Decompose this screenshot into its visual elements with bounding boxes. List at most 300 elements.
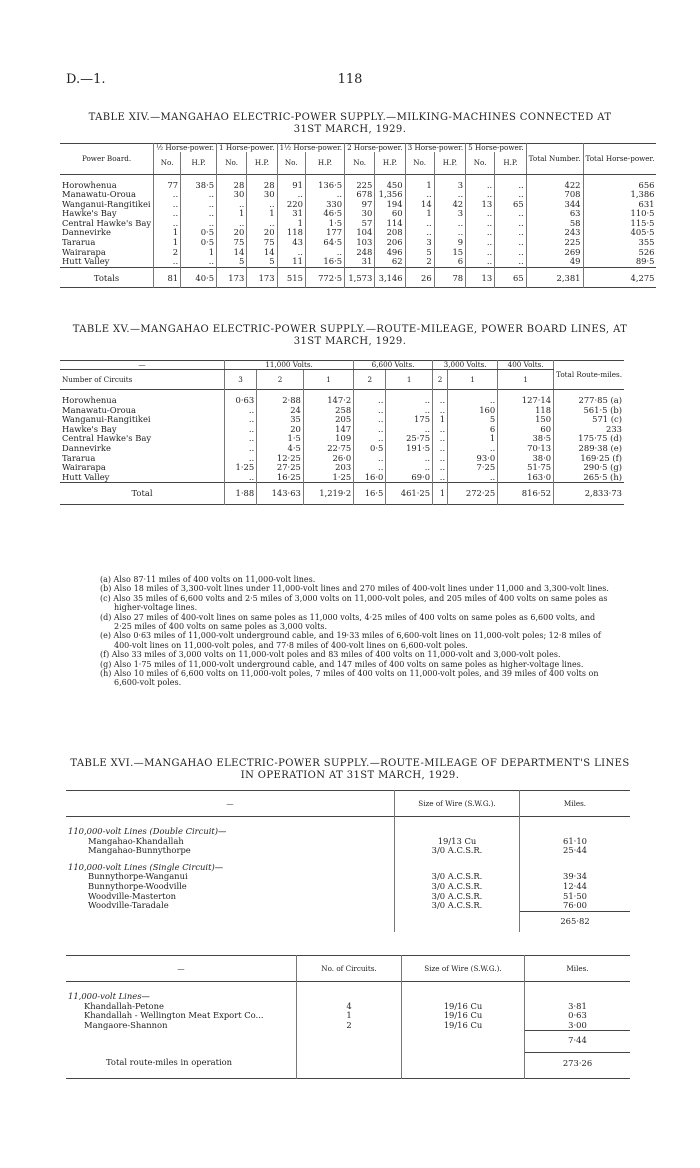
t16-line-name: Bunnythorpe-Woodville bbox=[88, 880, 187, 891]
t14-row bbox=[60, 174, 656, 190]
t15-group-1: 6,600 Volts. bbox=[354, 361, 433, 370]
t14-cell: 1 bbox=[277, 219, 305, 229]
t16-line-row bbox=[66, 901, 630, 911]
t14-sub-hp: H.P. bbox=[181, 152, 217, 174]
t16-blank bbox=[395, 911, 520, 932]
t14-total-cell: 78 bbox=[434, 267, 465, 288]
t14-cell: 496 bbox=[375, 248, 405, 258]
t16-circuits: 1 bbox=[297, 1011, 402, 1021]
t14-row bbox=[60, 200, 656, 210]
t14-sub-no: No. bbox=[405, 152, 434, 174]
t16-col-circuits: No. of Circuits. bbox=[297, 956, 402, 982]
t14-board-name: Manawatu-Oroua bbox=[62, 189, 137, 200]
t15-cell: 20 bbox=[257, 425, 304, 435]
t15-cell: .. bbox=[386, 463, 433, 473]
t14-total-cell: 173 bbox=[247, 267, 277, 288]
t16-line-row bbox=[66, 1021, 630, 1031]
t15-cell: 93·0 bbox=[448, 454, 498, 464]
t15-cell: 175 bbox=[386, 415, 433, 425]
t16-wire-size: 19/16 Cu bbox=[402, 1011, 525, 1021]
t14-group-1: 1 Horse-power. bbox=[217, 144, 278, 153]
t14-board-name: Wairarapa bbox=[62, 246, 106, 257]
t14-cell: 14 bbox=[247, 248, 277, 258]
t14-col-power-board: Power Board. bbox=[60, 144, 154, 175]
t15-cell: 35 bbox=[257, 415, 304, 425]
t14-cell: .. bbox=[466, 219, 495, 229]
t14-group-0: ½ Horse-power. bbox=[154, 144, 217, 153]
t14-cell: 42 bbox=[434, 200, 465, 210]
t14-cell: 526 bbox=[583, 248, 656, 258]
t14-sub-no: No. bbox=[154, 152, 181, 174]
t16-blank bbox=[297, 982, 402, 1002]
t15-board-name: Central Hawke's Bay bbox=[62, 433, 152, 444]
t15-cell: .. bbox=[225, 444, 257, 454]
t15-cell: 5 bbox=[448, 415, 498, 425]
t14-cell: 58 bbox=[526, 219, 583, 229]
t15-cell: 160 bbox=[448, 406, 498, 416]
t15-cell: 265·5 (h) bbox=[554, 473, 624, 483]
t14-cell: 97 bbox=[345, 200, 375, 210]
t16-section-title: 110,000-volt Lines (Single Circuit)— bbox=[68, 861, 224, 872]
t15-cell: 25·75 bbox=[386, 434, 433, 444]
t14-cell: .. bbox=[466, 209, 495, 219]
t14-cell: 1 bbox=[181, 248, 217, 258]
t16-wire-size: 3/0 A.C.S.R. bbox=[395, 882, 520, 892]
t15-cell: 289·38 (e) bbox=[554, 444, 624, 454]
t14-cell: 28 bbox=[217, 174, 247, 190]
t15-cell: 0·63 bbox=[225, 390, 257, 406]
t14-cell: .. bbox=[181, 257, 217, 267]
t16-miles: 12·44 bbox=[520, 882, 631, 892]
t14-cell: .. bbox=[154, 200, 181, 210]
t16-miles: 0·63 bbox=[525, 1011, 631, 1021]
t16-line-name: Khandallah-Petone bbox=[84, 1000, 164, 1011]
t15-cell: .. bbox=[225, 425, 257, 435]
t16-wire-size: 19/16 Cu bbox=[402, 1021, 525, 1031]
t15-cell: 1·5 bbox=[257, 434, 304, 444]
t14-cell: .. bbox=[434, 219, 465, 229]
t15-cell: 16·0 bbox=[354, 473, 386, 483]
t14-cell: 46·5 bbox=[305, 209, 344, 219]
t14-cell: 1 bbox=[405, 174, 434, 190]
t15-footnote: (f) Also 33 miles of 3,000 volts on 11,000-volt poles and 83 miles of 400 volts on 11,000-volt and 3,000-volt poles. bbox=[100, 650, 561, 660]
t14-cell: 450 bbox=[375, 174, 405, 190]
t14-cell: 20 bbox=[247, 228, 277, 238]
t14-cell: 31 bbox=[277, 209, 305, 219]
t15-total-cell: 816·52 bbox=[498, 483, 554, 505]
t14-cell: .. bbox=[154, 219, 181, 229]
t14-cell: 1 bbox=[154, 228, 181, 238]
t15-circuit: 3 bbox=[225, 370, 257, 390]
t14-cell: .. bbox=[154, 190, 181, 200]
t14-cell: 194 bbox=[375, 200, 405, 210]
t16-blank bbox=[395, 856, 520, 873]
t14-total-cell: 173 bbox=[217, 267, 247, 288]
table16-part1 bbox=[66, 790, 630, 932]
t15-cell: 12·25 bbox=[257, 454, 304, 464]
t14-cell: 0·5 bbox=[181, 238, 217, 248]
t14-cell: .. bbox=[466, 257, 495, 267]
t14-cell: .. bbox=[495, 219, 526, 229]
t15-cell: 38·0 bbox=[498, 454, 554, 464]
t14-cell: 114 bbox=[375, 219, 405, 229]
t14-cell: .. bbox=[181, 209, 217, 219]
t14-cell: 30 bbox=[247, 190, 277, 200]
t14-cell: 5 bbox=[217, 257, 247, 267]
t15-cell: .. bbox=[354, 463, 386, 473]
t15-cell: .. bbox=[433, 425, 448, 435]
t16-section-title: 110,000-volt Lines (Double Circuit)— bbox=[68, 826, 227, 836]
t14-cell: 30 bbox=[345, 209, 375, 219]
t14-cell: 3 bbox=[434, 174, 465, 190]
t14-cell: 20 bbox=[217, 228, 247, 238]
t14-cell: .. bbox=[217, 219, 247, 229]
t15-circuit: 1 bbox=[448, 370, 498, 390]
t14-cell: 118 bbox=[277, 228, 305, 238]
table14 bbox=[60, 143, 656, 288]
t14-board-name: Hutt Valley bbox=[62, 256, 110, 267]
t15-cell: .. bbox=[433, 434, 448, 444]
table14-title-line1: TABLE XIV.—MANGAHAO ELECTRIC-POWER SUPPLY.—MILKING-MACHINES CONNECTED AT bbox=[88, 112, 612, 123]
t16-wire-size: 19/16 Cu bbox=[402, 1002, 525, 1012]
t15-cell: 27·25 bbox=[257, 463, 304, 473]
page-number: 118 bbox=[337, 72, 363, 87]
t14-cell: .. bbox=[495, 257, 526, 267]
t16-blank bbox=[66, 1031, 297, 1053]
t14-cell: 344 bbox=[526, 200, 583, 210]
t15-col-total: Total Route-miles. bbox=[554, 361, 624, 390]
t14-cell: 1,386 bbox=[583, 190, 656, 200]
t15-cell: 1 bbox=[448, 434, 498, 444]
t16-miles: 76·00 bbox=[520, 901, 631, 911]
t16-blank bbox=[520, 856, 631, 873]
t14-row bbox=[60, 257, 656, 267]
t15-cell: 51·75 bbox=[498, 463, 554, 473]
t15-cell: .. bbox=[448, 473, 498, 483]
t15-cell: .. bbox=[433, 454, 448, 464]
t14-board-name: Dannevirke bbox=[62, 227, 111, 238]
table16-part2 bbox=[66, 955, 630, 1079]
t15-cell: 24 bbox=[257, 406, 304, 416]
t16-wire-size: 3/0 A.C.S.R. bbox=[395, 901, 520, 911]
t14-total-cell: 65 bbox=[495, 267, 526, 288]
t14-board-name: Tararua bbox=[62, 237, 96, 248]
t14-total-cell: 1,573 bbox=[345, 267, 375, 288]
t15-circuit: 1 bbox=[498, 370, 554, 390]
t15-cell: .. bbox=[433, 390, 448, 406]
t16-col-miles2: Miles. bbox=[525, 956, 631, 982]
t16-blank bbox=[402, 1052, 525, 1078]
t15-cell: 0·5 bbox=[354, 444, 386, 454]
t14-cell: .. bbox=[277, 248, 305, 258]
t14-cell: 3 bbox=[405, 238, 434, 248]
t14-cell: .. bbox=[434, 190, 465, 200]
t16-line-name: Khandallah - Wellington Meat Export Co... bbox=[84, 1010, 264, 1021]
t16-miles: 3·81 bbox=[525, 1002, 631, 1012]
t15-board-name: Wanganui-Rangitikei bbox=[62, 414, 151, 425]
t15-board-name: Hutt Valley bbox=[62, 471, 110, 482]
t15-circuit: 1 bbox=[303, 370, 353, 390]
t14-cell: .. bbox=[247, 219, 277, 229]
t16-blank bbox=[66, 911, 395, 932]
t15-footnote: (a) Also 87·11 miles of 400 volts on 11,000-volt lines. bbox=[100, 575, 316, 584]
t15-cell: .. bbox=[354, 454, 386, 464]
t16-subtotal-row bbox=[66, 911, 630, 932]
t14-cell: 31 bbox=[345, 257, 375, 267]
t15-cell: 6 bbox=[448, 425, 498, 435]
t14-cell: .. bbox=[434, 228, 465, 238]
table16-part2-body bbox=[66, 982, 630, 1079]
t16-miles: 61·10 bbox=[520, 837, 631, 847]
t16-section-title: 11,000-volt Lines— bbox=[68, 991, 150, 1001]
t14-cell: 355 bbox=[583, 238, 656, 248]
t14-cell: 9 bbox=[434, 238, 465, 248]
t15-cell: 60 bbox=[498, 425, 554, 435]
t14-total-cell: 2,381 bbox=[526, 267, 583, 288]
t14-cell: 656 bbox=[583, 174, 656, 190]
t14-sub-hp: H.P. bbox=[305, 152, 344, 174]
t15-circuit: 2 bbox=[257, 370, 304, 390]
t14-cell: .. bbox=[405, 190, 434, 200]
t14-cell: 208 bbox=[375, 228, 405, 238]
t15-board-name: Wairarapa bbox=[62, 462, 106, 473]
t14-cell: 678 bbox=[345, 190, 375, 200]
t15-footnote: (g) Also 1·75 miles of 11,000-volt underground cable, and 147 miles of 400 volts on same poles as higher-voltage lines. bbox=[100, 659, 584, 669]
t14-cell: 77 bbox=[154, 174, 181, 190]
t14-cell: .. bbox=[466, 190, 495, 200]
t15-total-cell: 1·88 bbox=[225, 483, 257, 505]
t16-miles: 3·00 bbox=[525, 1021, 631, 1031]
t14-cell: .. bbox=[217, 200, 247, 210]
t16-blank bbox=[525, 982, 631, 1002]
t14-sub-hp: H.P. bbox=[434, 152, 465, 174]
t15-cell: .. bbox=[386, 406, 433, 416]
t14-cell: 5 bbox=[247, 257, 277, 267]
t15-cell: 147·2 bbox=[303, 390, 353, 406]
t14-cell: 65 bbox=[495, 200, 526, 210]
t14-cell: .. bbox=[495, 238, 526, 248]
t15-cell: 38·5 bbox=[498, 434, 554, 444]
t14-cell: 63 bbox=[526, 209, 583, 219]
t14-total-cell: 772·5 bbox=[305, 267, 344, 288]
t14-cell: 225 bbox=[526, 238, 583, 248]
t16-blank bbox=[297, 1052, 402, 1078]
t14-total-cell: 26 bbox=[405, 267, 434, 288]
t14-cell: .. bbox=[247, 200, 277, 210]
t15-cell: 163·0 bbox=[498, 473, 554, 483]
t15-total-cell: 143·63 bbox=[257, 483, 304, 505]
t14-cell: .. bbox=[305, 190, 344, 200]
t14-sub-no: No. bbox=[217, 152, 247, 174]
t14-cell: 64·5 bbox=[305, 238, 344, 248]
t14-cell: 243 bbox=[526, 228, 583, 238]
t15-cell: 150 bbox=[498, 415, 554, 425]
t16-col-wire2: Size of Wire (S.W.G.). bbox=[402, 956, 525, 982]
t14-cell: 57 bbox=[345, 219, 375, 229]
t14-cell: 206 bbox=[375, 238, 405, 248]
t14-cell: 1,356 bbox=[375, 190, 405, 200]
t14-cell: .. bbox=[154, 209, 181, 219]
t15-circuit: 1 bbox=[386, 370, 433, 390]
t15-cell: .. bbox=[433, 444, 448, 454]
t15-cell: 1·25 bbox=[225, 463, 257, 473]
t14-cell: 0·5 bbox=[181, 228, 217, 238]
t14-board-name: Central Hawke's Bay bbox=[62, 217, 152, 228]
t15-cell: 4·5 bbox=[257, 444, 304, 454]
t16-grand-label: Total route-miles in operation bbox=[106, 1057, 233, 1068]
t14-cell: 43 bbox=[277, 238, 305, 248]
t15-cell: .. bbox=[225, 434, 257, 444]
t14-cell: 89·5 bbox=[583, 257, 656, 267]
t14-cell: .. bbox=[495, 228, 526, 238]
t14-totals-label: Totals bbox=[93, 272, 120, 283]
t14-cell: 115·5 bbox=[583, 219, 656, 229]
t14-row bbox=[60, 248, 656, 258]
t15-group-0: 11,000 Volts. bbox=[225, 361, 354, 370]
t15-cell: 561·5 (b) bbox=[554, 406, 624, 416]
t14-group-4: 3 Horse-power. bbox=[405, 144, 466, 153]
table16-title-line2: IN OPERATION AT 31ST MARCH, 1929. bbox=[240, 770, 460, 781]
t15-totals-row bbox=[60, 483, 624, 505]
table15-title-line1: TABLE XV.—MANGAHAO ELECTRIC-POWER SUPPLY.—ROUTE-MILEAGE, POWER BOARD LINES, AT bbox=[72, 324, 628, 335]
t16-wire-size: 19/13 Cu bbox=[395, 837, 520, 847]
t14-cell: .. bbox=[466, 174, 495, 190]
t14-cell: 16·5 bbox=[305, 257, 344, 267]
t16-miles: 51·50 bbox=[520, 892, 631, 902]
t15-cell: .. bbox=[354, 425, 386, 435]
t15-footnote: (c) Also 35 miles of 6,600 volts and 2·5 miles of 3,000 volts on 11,000-volt poles, and 205 miles of 400 volts on same poles as higher-voltage lines. bbox=[100, 593, 608, 613]
t14-cell: 62 bbox=[375, 257, 405, 267]
t16-line-row bbox=[66, 846, 630, 856]
t15-cell: .. bbox=[225, 406, 257, 416]
table15 bbox=[60, 360, 624, 505]
t14-cell: 1 bbox=[247, 209, 277, 219]
t14-cell: .. bbox=[466, 228, 495, 238]
t14-cell: 269 bbox=[526, 248, 583, 258]
t15-cell: .. bbox=[386, 454, 433, 464]
t14-cell: .. bbox=[154, 257, 181, 267]
t15-cell: .. bbox=[386, 425, 433, 435]
t14-sub-no: No. bbox=[277, 152, 305, 174]
document-reference: D.—1. bbox=[66, 72, 106, 87]
t15-cell: .. bbox=[225, 473, 257, 483]
t15-cell: 205 bbox=[303, 415, 353, 425]
t16-blank bbox=[297, 1031, 402, 1053]
t15-cell: 26·0 bbox=[303, 454, 353, 464]
t14-cell: .. bbox=[466, 238, 495, 248]
t14-group-3: 2 Horse-power. bbox=[345, 144, 406, 153]
t16-grand-total: 273·26 bbox=[525, 1052, 631, 1078]
t14-cell: 91 bbox=[277, 174, 305, 190]
t16-subtotal-row bbox=[66, 1031, 630, 1053]
t16-subtotal: 7·44 bbox=[525, 1031, 631, 1053]
t14-cell: 1 bbox=[405, 209, 434, 219]
t15-row bbox=[60, 390, 624, 406]
t15-cell: 191·5 bbox=[386, 444, 433, 454]
t15-cell: 16·25 bbox=[257, 473, 304, 483]
table14-title bbox=[60, 112, 640, 136]
t15-cell: 109 bbox=[303, 434, 353, 444]
t15-total-cell: 1,219·2 bbox=[303, 483, 353, 505]
t15-footnote: (h) Also 10 miles of 6,600 volts on 11,000-volt poles, 7 miles of 400 volts on 11,000-volt poles, and 39 miles of 400 volts on 6,600-volt poles. bbox=[100, 669, 599, 688]
t15-cell: .. bbox=[433, 463, 448, 473]
t15-cell: 1 bbox=[433, 415, 448, 425]
t16-blank bbox=[402, 982, 525, 1002]
t14-totals-row bbox=[60, 267, 656, 288]
t14-cell: 708 bbox=[526, 190, 583, 200]
t15-cell: 258 bbox=[303, 406, 353, 416]
t16-section-heading-row bbox=[66, 856, 630, 873]
t14-cell: .. bbox=[181, 200, 217, 210]
t14-cell: 14 bbox=[405, 200, 434, 210]
t14-sub-hp: H.P. bbox=[247, 152, 277, 174]
t15-board-name: Tararua bbox=[62, 452, 96, 463]
t14-total-cell: 4,275 bbox=[583, 267, 656, 288]
t14-cell: .. bbox=[495, 248, 526, 258]
t16-wire-size: 3/0 A.C.S.R. bbox=[395, 892, 520, 902]
table16-title bbox=[60, 758, 640, 782]
t14-cell: 6 bbox=[434, 257, 465, 267]
t14-total-cell: 3,146 bbox=[375, 267, 405, 288]
t15-footnote: (d) Also 27 miles of 400-volt lines on same poles as 11,000 volts, 4·25 miles of 400 volts on same poles as 6,600 volts, and 2·25 miles of 400 volts on same poles as 3,000 volts. bbox=[100, 612, 596, 632]
t16-line-name: Mangahao-Khandallah bbox=[88, 835, 184, 846]
t15-cell: .. bbox=[354, 390, 386, 406]
table15-notes bbox=[100, 575, 610, 688]
t16-blank bbox=[520, 817, 631, 837]
t14-cell: 5 bbox=[405, 248, 434, 258]
t15-cell: 7·25 bbox=[448, 463, 498, 473]
t14-total-cell: 515 bbox=[277, 267, 305, 288]
t14-cell: 1·5 bbox=[305, 219, 344, 229]
t14-cell: .. bbox=[466, 248, 495, 258]
t15-cell: 22·75 bbox=[303, 444, 353, 454]
t14-cell: 631 bbox=[583, 200, 656, 210]
t14-cell: 75 bbox=[247, 238, 277, 248]
t15-group-2: 3,000 Volts. bbox=[433, 361, 498, 370]
t16-miles: 25·44 bbox=[520, 846, 631, 856]
t15-cell: 70·13 bbox=[498, 444, 554, 454]
t14-cell: 1 bbox=[154, 238, 181, 248]
t15-dash: — bbox=[60, 361, 225, 370]
t14-cell: 60 bbox=[375, 209, 405, 219]
table16-title-line1: TABLE XVI.—MANGAHAO ELECTRIC-POWER SUPPLY.—ROUTE-MILEAGE OF DEPARTMENT'S LINES bbox=[70, 758, 630, 769]
table15-title bbox=[60, 324, 640, 348]
t14-cell: 248 bbox=[345, 248, 375, 258]
t16-line-name: Mangahao-Bunnythorpe bbox=[88, 845, 191, 856]
t16-dash: — bbox=[226, 798, 234, 808]
t14-cell: 28 bbox=[247, 174, 277, 190]
t14-cell: .. bbox=[181, 219, 217, 229]
t15-cell: 127·14 bbox=[498, 390, 554, 406]
t15-totals-label: Total bbox=[131, 488, 153, 499]
t15-cell: 1·25 bbox=[303, 473, 353, 483]
t15-total-cell: 1 bbox=[433, 483, 448, 505]
t15-total-cell: 461·25 bbox=[386, 483, 433, 505]
t16-subtotal: 265·82 bbox=[520, 911, 631, 932]
t14-cell: 75 bbox=[217, 238, 247, 248]
t15-row-label: Number of Circuits bbox=[62, 374, 133, 384]
t15-cell: 118 bbox=[498, 406, 554, 416]
t15-cell: 169·25 (f) bbox=[554, 454, 624, 464]
t16-circuits: 4 bbox=[297, 1002, 402, 1012]
t14-sub-hp: H.P. bbox=[375, 152, 405, 174]
t15-board-name: Horowhenua bbox=[62, 395, 117, 405]
t15-cell: .. bbox=[225, 454, 257, 464]
t16-dash2: — bbox=[177, 963, 185, 973]
t15-footnote: (b) Also 18 miles of 3,300-volt lines under 11,000-volt lines and 270 miles of 400-volt lines under 11,000 and 3,300-volt lines. bbox=[100, 584, 609, 594]
t15-cell: .. bbox=[354, 434, 386, 444]
t15-cell: .. bbox=[386, 390, 433, 406]
